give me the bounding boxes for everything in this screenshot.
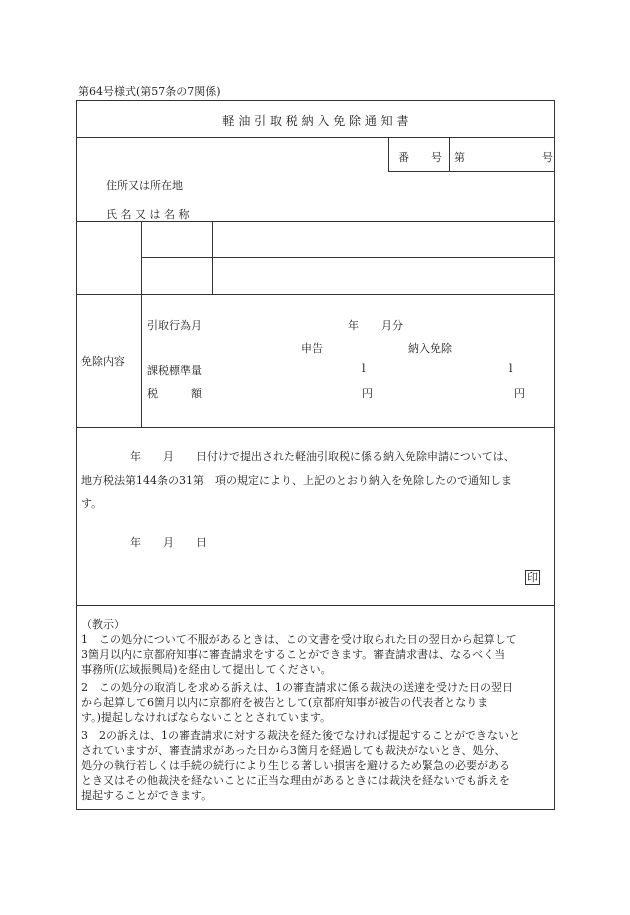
form-title: 軽 油 引 取 税 納 入 免 除 通 知 書 <box>222 114 409 128</box>
divider-extra <box>76 294 555 295</box>
notice-line-1: 年 月 日付けで提出された軽油引取税に係る納入免除申請については、 <box>130 450 515 463</box>
notice-line-2: 地方税法第144条の31第 項の規定により、上記のとおり納入を免除したので通知しま <box>81 474 512 487</box>
col-report: 申告 <box>301 342 323 355</box>
instruction-line: 3箇月以内に京都府知事に審査請求をすることができます。審査請求書は、なるべく当 <box>81 648 506 661</box>
seal-box: 印 <box>527 571 538 584</box>
number-value: 第 号 <box>454 151 553 164</box>
unit-yen-report: 円 <box>362 387 373 400</box>
notice-line-3: す。 <box>81 497 103 510</box>
number-label: 番 号 <box>398 151 442 164</box>
instruction-line: 処分の執行若しくは手続の続行により生じる著しい損害を避けるため緊急の必要がある <box>81 759 510 772</box>
vline-exemption <box>141 294 142 427</box>
vline-extra-2 <box>212 221 213 294</box>
vline-extra-1 <box>141 221 142 294</box>
instruction-line: 事務所(広域振興局)を経由して提出してください。 <box>81 663 332 676</box>
vline-number-left <box>388 137 389 171</box>
period-label: 引取行為月 <box>147 319 202 332</box>
instruction-line: す。)提起しなければならないこととされています。 <box>81 711 332 724</box>
exemption-label: 免除内容 <box>81 355 125 368</box>
instruction-line: 2 この処分の取消しを求める訴えは、1の審査請求に係る裁決の送達を受けた日の翌日 <box>81 681 513 694</box>
divider-notice <box>76 605 555 606</box>
form-id: 第64号様式(第57条の7関係) <box>78 85 221 98</box>
base-label: 課税標準量 <box>147 364 202 377</box>
period-value: 年 月分 <box>348 319 403 332</box>
name-label: 氏 名 又 は 名 称 <box>106 208 190 221</box>
divider-extra-mid <box>141 257 555 258</box>
instruction-line: 3 2の訴えは、1の審査請求に対する裁決を経た後でなければ提起することができないと <box>81 729 520 742</box>
instruction-line: 提起することができます。 <box>81 789 213 802</box>
divider-exemption <box>76 427 555 428</box>
col-exempt: 納入免除 <box>408 342 452 355</box>
address-label: 住所又は所在地 <box>106 179 183 192</box>
instructions-heading: （教示） <box>81 618 125 631</box>
instruction-line: 1 この処分について不服があるときは、この文書を受け取られた日の翌日から起算して <box>81 633 517 646</box>
unit-volume-exempt: l <box>509 362 513 375</box>
notice-date: 年 月 日 <box>130 536 207 549</box>
divider-number <box>388 171 555 172</box>
tax-label: 税 額 <box>147 387 202 400</box>
unit-volume-report: l <box>362 362 366 375</box>
instruction-line: から起算して6箇月以内に京都府を被告として(京都府知事が被告の代表者となりま <box>81 696 489 709</box>
instruction-line: とき又はその他裁決を経ないことに正当な理由があるときには裁決を経ないでも訴えを <box>81 774 510 787</box>
instruction-line: されていますが、審査請求があった日から3箇月を経過しても裁決がないとき、処分、 <box>81 744 506 757</box>
divider-title <box>76 137 555 138</box>
vline-number-mid <box>449 137 450 171</box>
unit-yen-exempt: 円 <box>514 387 525 400</box>
